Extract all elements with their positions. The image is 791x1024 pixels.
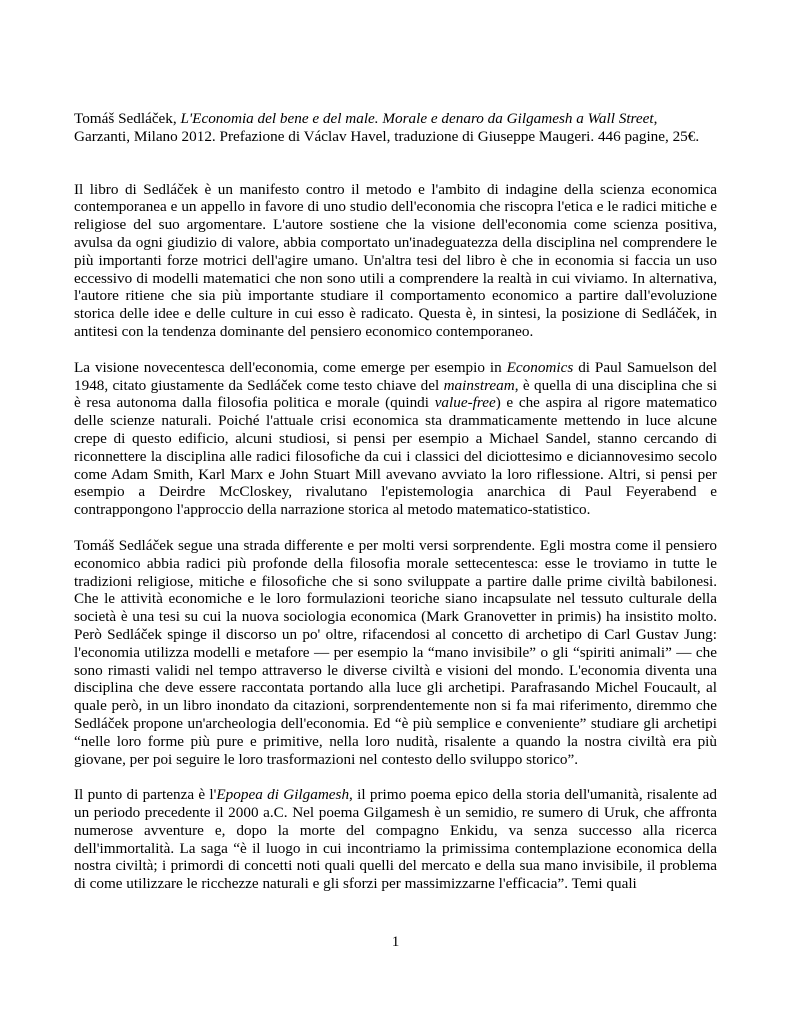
paragraph-3: Tomáš Sedláček segue una strada differente e per molti versi sorprendente. Egli mostra come il pensiero economico abbia radici più profonde della filosofia morale settecentesca: esse le troviamo in tutte le tradizioni religiose, mitiche e filosofiche che si sono sviluppate a partire dalle prime civiltà babilonesi. Che le attività economiche e le loro formulazioni teoriche siano incapsulate nel tessuto culturale della società è una tesi su cui la nuova sociologia economica (Mark Granovetter in primis) ha insistito molto. Però Sedláček spinge il discorso un po' oltre, rifacendosi al concetto di archetipo di Carl Gustav Jung: l'economia utilizza modelli e metafore — per esempio la “mano invisibile” o gli “spiriti animali” — che sono rimasti validi nel tempo attraverso le diverse civiltà e visioni del mondo. L'economia diventa una disciplina che deve essere raccontata portando alla luce gli archetipi. Parafrasando Michel Foucault, al quale però, in un libro inondato da citazioni, sorprendentemente non si fa mai riferimento, diremmo che Sedláček propone un'archeologia dell'economia. Ed “è più semplice e conveniente” studiare gli archetipi “nelle loro forme più pure e primitive, nella loro nudità, risalente a quando la nostra civiltà era più giovane, per poi seguire le loro trasformazioni nel contesto dello sviluppo storico”. xyxy=(74,536,717,768)
paragraph-4-italic-gilgamesh: Epopea di Gilgamesh xyxy=(216,786,350,804)
paragraph-4-text: , il primo poema epico della storia dell'umanità, risalente ad un periodo precedente il 2000 a.C. Nel poema Gilgamesh è un semidio, re sumero di Uruk, che affronta numerose avventure e, dopo la morte del compagno Enkidu, va senza successo alla ricerca dell'immortalità. La saga “è il luogo in cui incontriamo la primissima contemplazione economica della nostra civiltà; i primordi di concetti noti quali quelli del mercato e della sua mano invisibile, il problema di come utilizzare le ricchezze naturali e gli sforzi per massimizzarne l'efficacia”. Temi quali xyxy=(74,786,718,893)
paragraph-4-text: Il punto di partenza è l' xyxy=(74,786,217,804)
paragraph-1: Il libro di Sedláček è un manifesto contro il metodo e l'ambito di indagine della scienza economica contemporanea e un appello in favore di uno studio dell'economia che riscopra l'etica e le radici mitiche e religiose del suo argomentare. L'autore sostiene che la visione dell'economia come scienza positiva, avulsa da ogni giudizio di valore, abbia comportato un'inadeguatezza della disciplina nel comprendere le più importanti forze motrici dell'agire umano. Un'altra tesi del libro è che in economia si faccia un uso eccessivo di modelli matematici che non sono utili a comprendere la realtà in cui viviamo. In alternativa, l'autore ritiene che sia più importante studiare il comportamento economico a partire dall'evoluzione storica delle idee e delle culture in cui esso è radicato. Questa è, in sintesi, la posizione di Sedláček, in antitesi con la tendenza dominante del pensiero economico contemporaneo. xyxy=(74,180,717,340)
citation-author: Tomáš Sedláček, xyxy=(74,110,181,127)
page-number: 1 xyxy=(391,933,400,950)
page-body xyxy=(74,110,717,893)
paragraph-4 xyxy=(74,786,717,893)
paragraph-2-text: ) e che aspira al rigore matematico delle scienze naturali. Poiché l'attuale crisi economica sta drammaticamente mettendo in luce alcune crepe di questo edificio, alcuni studiosi, si pensi per esempio a Michael Sandel, stanno cercando di riconnettere la disciplina alle radici filosofiche da cui i classici del diciottesimo e diciannovesimo secolo come Adam Smith, Karl Marx e John Stuart Mill avevano avviato la loro riflessione. Altri, si pensi per esempio a Deirdre McCloskey, rivalutano l'epistemologia anarchica di Paul Feyerabend e contrappongono l'approccio della narrazione storica al metodo matematico-statistico. xyxy=(74,394,717,519)
paragraph-2-italic-value-free: value-free xyxy=(434,394,496,412)
citation-title: L'Economia del bene e del male. Morale e denaro da Gilgamesh a Wall Street xyxy=(180,110,654,127)
spacer xyxy=(74,519,717,537)
paragraph-2-italic-mainstream: mainstream xyxy=(443,376,515,394)
citation-publication-details: , Garzanti, Milano 2012. Prefazione di Václav Havel, traduzione di Giuseppe Maugeri. 446 pagine, 25€. xyxy=(74,110,700,145)
book-citation xyxy=(74,110,717,146)
spacer xyxy=(74,146,717,181)
paragraph-2 xyxy=(74,359,717,519)
paragraph-2-text: di Paul Samuelson del 1948, citato giustamente da Sedláček come testo chiave del xyxy=(74,358,717,394)
paragraph-2-italic-economics: Economics xyxy=(506,358,574,376)
spacer xyxy=(74,768,717,786)
paragraph-2-text: , è quella di una disciplina che si è resa autonoma dalla filosofia politica e morale (quindi xyxy=(74,376,717,412)
spacer xyxy=(74,341,717,359)
paragraph-2-text: La visione novecentesca dell'economia, come emerge per esempio in xyxy=(74,358,507,376)
